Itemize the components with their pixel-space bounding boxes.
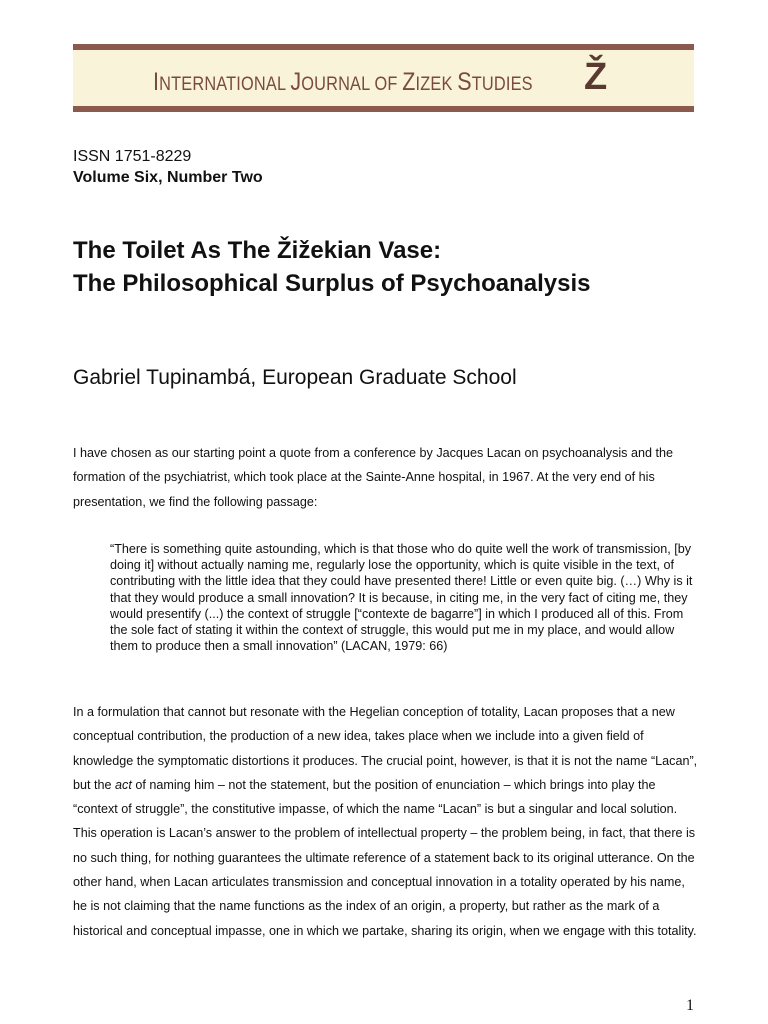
block-quote: “There is something quite astounding, which is that those who do quite well the work of transmission, [by doing it] without actually naming me, regularly lose the opportunity, which is quite visible in the text, of contributing with the little idea that they could have presented there! Little or even quite big. (…) Why is it that they would produce a small innovation? It is because, in citing me, in the very fact of citing me, they would presentify (...) the context of struggle [“contexte de bagarre”] in which I produced all of this. From the sole fact of stating it within the context of struggle, this would put me in my place, and would allow them to produce then a small innovation” (LACAN, 1979: 66): [110, 542, 693, 654]
page-number: 1: [686, 997, 694, 1014]
paragraph-2: [73, 700, 698, 943]
journal-title-rest-z: IZEK: [415, 74, 458, 95]
journal-title-rest-s: TUDIES: [471, 74, 533, 95]
paragraph-2-emphasis: act: [115, 777, 132, 792]
journal-title-rest-i: NTERNATIONAL: [159, 74, 291, 95]
paragraph-2-part-b: of naming him – not the statement, but the position of enunciation – which brings into play the “context of struggle”, the constitutive impasse, of which the name “Lacan” is but a singular and local solution. This operation is Lacan’s answer to the problem of intellectual property – the problem being, in fact, that there is no such thing, for nothing guarantees the ultimate reference of a statement back to its original utterance. On the other hand, when Lacan articulates transmission and conceptual innovation in a totality operated by his name, he is not claiming that the name functions as the index of an origin, a property, but rather as the mark of a historical and conceptual impasse, one in which we partake, sharing its origin, when we engage with this totality.: [73, 777, 697, 938]
journal-title: [153, 68, 533, 97]
volume-number: Volume Six, Number Two: [73, 169, 263, 186]
journal-banner: [73, 44, 694, 112]
title-line-2: The Philosophical Surplus of Psychoanalysis: [73, 270, 591, 297]
journal-title-initial-i: I: [153, 68, 160, 96]
issue-meta: [73, 146, 263, 188]
journal-title-initial-j: J: [290, 68, 302, 96]
issn: ISSN 1751-8229: [73, 148, 192, 165]
journal-title-initial-s: S: [457, 68, 472, 96]
author-line: Gabriel Tupinambá, European Graduate School: [73, 366, 517, 389]
title-line-1: The Toilet As The Žižekian Vase:: [73, 237, 442, 264]
paragraph-2-part-a: In a formulation that cannot but resonate with the Hegelian conception of totality, Lacan proposes that a new conceptual contribution, the production of a new idea, takes place when we include into a given field of knowledge the symptomatic distortions it produces. The crucial point, however, is that it is not the name “Lacan”, but the: [73, 705, 698, 792]
article-title: [73, 234, 590, 300]
journal-title-initial-z: Z: [402, 68, 416, 96]
paragraph-1: I have chosen as our starting point a quote from a conference by Jacques Lacan on psychoanalysis and the formation of the psychiatrist, which took place at the Sainte-Anne hospital, in 1967. At the very end of his presentation, we find the following passage:: [73, 446, 673, 509]
journal-title-rest-j: OURNAL OF: [301, 74, 403, 95]
journal-logo: Ž: [584, 56, 608, 98]
